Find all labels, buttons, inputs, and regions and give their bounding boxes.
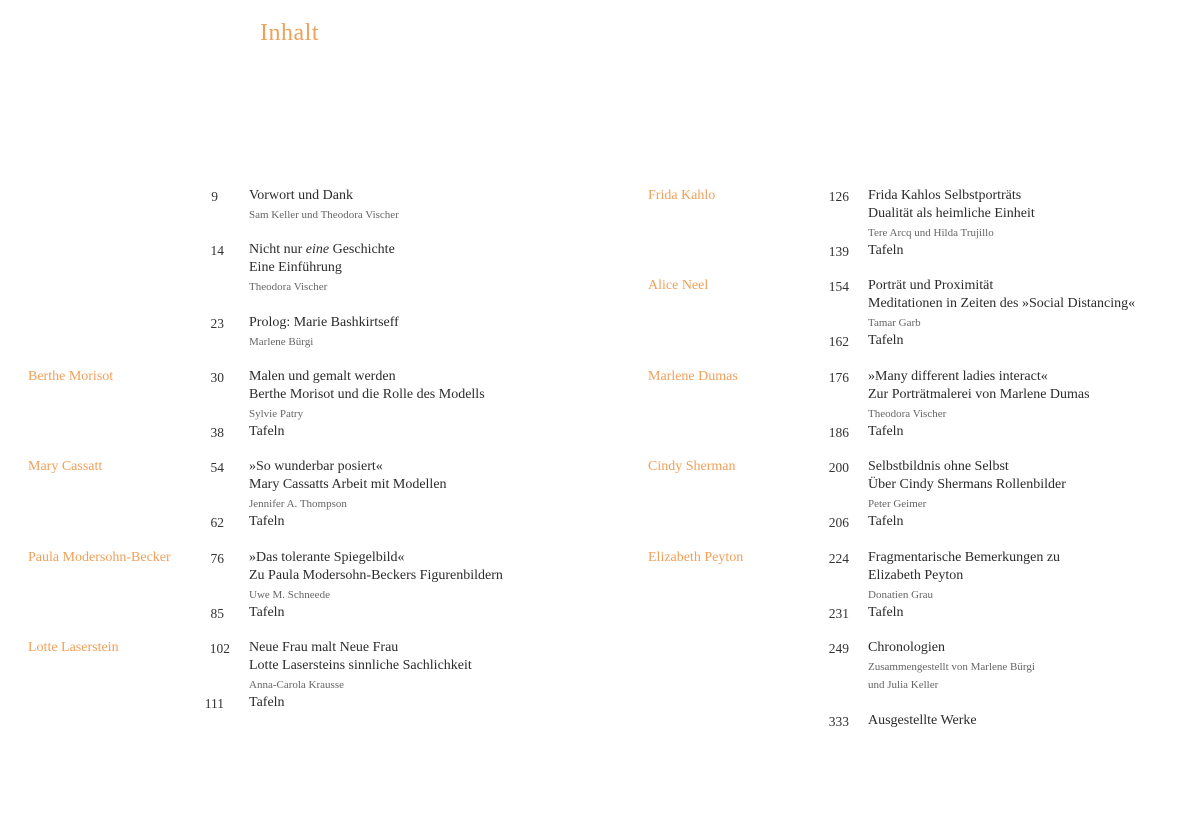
page-number: 102 [209,641,230,656]
chapter-title: Vorwort und Dank [249,188,353,203]
page-number: 249 [828,641,849,656]
chapter-author: Marlene Bürgi [249,336,314,348]
artist-name: Elizabeth Peyton [648,550,744,565]
plates-label: Tafeln [249,514,285,529]
chapter-subtitle: Über Cindy Shermans Rollenbilder [868,477,1066,492]
chapter-title-part: Nicht nur [249,242,306,257]
plates-page-number: 62 [210,515,224,530]
artist-name: Marlene Dumas [648,369,738,384]
artist-name: Mary Cassatt [28,459,103,474]
chapter-author: Tere Arcq und Hilda Trujillo [868,227,994,239]
chapter-title: Chronologien [868,640,945,655]
plates-page-number: 111 [204,696,224,711]
plates-label: Tafeln [249,605,285,620]
chapter-subtitle: Meditationen in Zeiten des »Social Distancing« [868,296,1136,311]
plates-page-number: 38 [210,425,224,440]
chapter-subtitle: Lotte Lasersteins sinnliche Sachlichkeit [249,658,472,673]
chapter-subtitle: Zur Porträtmalerei von Marlene Dumas [868,387,1090,402]
chapter-title: »So wunderbar posiert« [249,459,383,474]
chapter-subtitle: Berthe Morisot und die Rolle des Modells [249,387,485,402]
chapter-title: Prolog: Marie Bashkirtseff [249,315,399,330]
chapter-author: Theodora Vischer [249,281,328,293]
chapter-title-part: Geschichte [329,242,395,257]
chapter-title: »Das tolerante Spiegelbild« [249,550,405,565]
chapter-author: Peter Geimer [868,498,927,510]
plates-label: Tafeln [868,243,904,258]
chapter-title: Malen und gemalt werden [249,369,396,384]
chapter-subtitle: Elizabeth Peyton [868,568,964,583]
chapter-title: Fragmentarische Bemerkungen zu [868,550,1061,565]
plates-page-number: 206 [828,515,849,530]
page-number: 23 [210,316,224,331]
artist-name: Frida Kahlo [648,188,716,203]
chapter-title: Ausgestellte Werke [868,713,977,728]
chapter-subtitle: Dualität als heimliche Einheit [868,206,1035,221]
plates-page-number: 85 [210,606,224,621]
chapter-author: Zusammengestellt von Marlene Bürgi [868,661,1035,673]
chapter-author: Sam Keller und Theodora Vischer [249,209,399,221]
chapter-author: Theodora Vischer [868,408,947,420]
plates-label: Tafeln [249,424,285,439]
chapter-author: Donatien Grau [868,589,934,601]
chapter-author: Tamar Garb [868,317,921,329]
plates-label: Tafeln [868,424,904,439]
chapter-title [249,242,395,258]
artist-name: Cindy Sherman [648,459,736,474]
page-number: 14 [210,243,224,258]
artist-name: Alice Neel [648,278,709,293]
plates-label: Tafeln [249,695,285,710]
chapter-subtitle: Eine Einführung [249,260,342,275]
plates-page-number: 186 [828,425,849,440]
chapter-author: Anna-Carola Krausse [249,679,344,691]
page-number: 30 [210,370,224,385]
page-number: 76 [210,551,224,566]
page-number: 9 [211,189,218,204]
page-number: 54 [210,460,224,475]
plates-page-number: 231 [828,606,849,621]
chapter-author: Sylvie Patry [249,408,304,420]
page-number: 224 [828,551,849,566]
plates-page-number: 139 [828,244,849,259]
plates-page-number: 162 [828,334,849,349]
plates-label: Tafeln [868,514,904,529]
artist-name: Berthe Morisot [28,369,114,384]
chapter-subtitle: Mary Cassatts Arbeit mit Modellen [249,477,447,492]
chapter-author: Uwe M. Schneede [249,589,330,601]
page-title: Inhalt [260,20,319,46]
chapter-subtitle: Zu Paula Modersohn-Beckers Figurenbildern [249,568,503,583]
page-number: 154 [828,279,849,294]
page-number: 333 [828,714,849,729]
plates-label: Tafeln [868,333,904,348]
artist-name: Lotte Laserstein [28,640,119,655]
chapter-author: Jennifer A. Thompson [249,498,347,510]
page-number: 126 [828,189,849,204]
page-number: 200 [828,460,849,475]
chapter-title: Neue Frau malt Neue Frau [249,640,399,655]
chapter-author: und Julia Keller [868,679,939,691]
chapter-title: »Many different ladies interact« [868,369,1048,384]
page-number: 176 [828,370,849,385]
chapter-title: Porträt und Proximität [868,278,994,293]
plates-label: Tafeln [868,605,904,620]
chapter-title: Selbstbildnis ohne Selbst [868,459,1009,474]
chapter-title-emphasis: eine [305,242,330,257]
artist-name: Paula Modersohn-Becker [28,550,171,565]
chapter-title: Frida Kahlos Selbstporträts [868,188,1022,203]
